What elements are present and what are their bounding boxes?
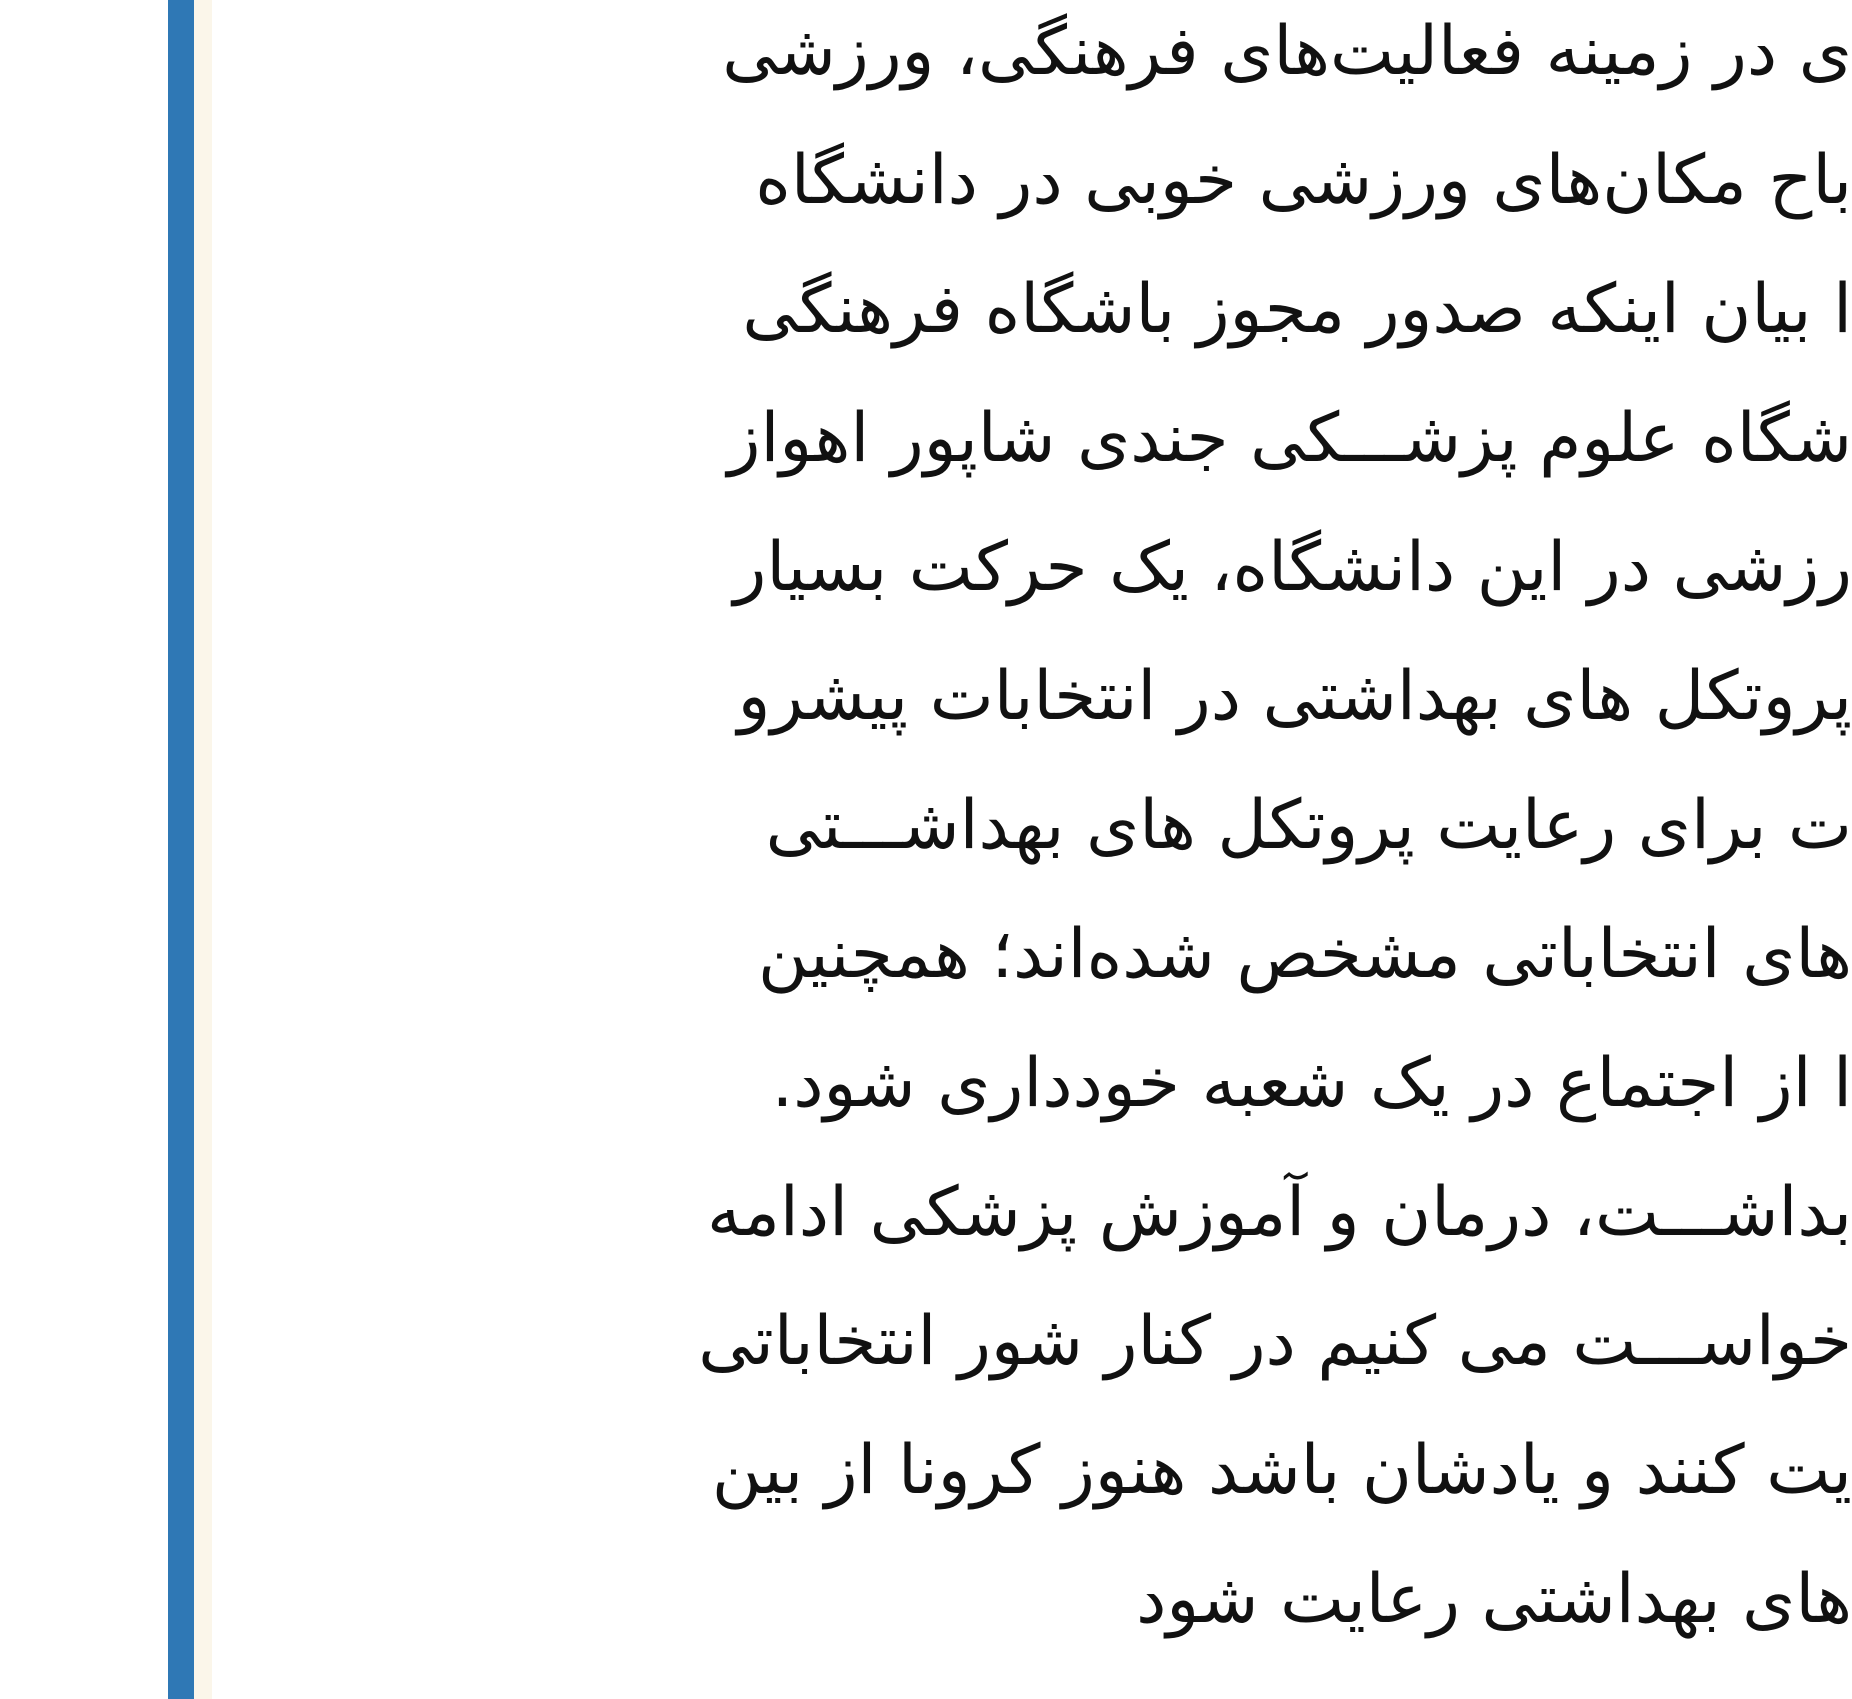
text-line-content: های بهداشتی رعایت شود xyxy=(1136,1560,1852,1639)
column-rule xyxy=(168,0,194,1699)
text-line xyxy=(252,1034,1852,1174)
text-line xyxy=(252,2,1852,142)
text-line xyxy=(252,905,1852,1045)
article-column xyxy=(212,0,1852,1699)
text-line xyxy=(252,131,1852,271)
text-line-content: خواســـت می کنیم در کنار شور انتخاباتی xyxy=(698,1302,1852,1381)
text-line xyxy=(252,518,1852,658)
text-line-content: ت برای رعایت پروتکل های بهداشـــتی xyxy=(765,786,1852,865)
text-line-content: های انتخاباتی مشخص شده‌اند؛ همچنین xyxy=(757,915,1852,994)
text-line xyxy=(252,1550,1852,1690)
text-line xyxy=(252,1163,1852,1303)
text-line-content: پروتکل های بهداشتی در انتخابات پیشرو xyxy=(737,657,1852,736)
text-line-content: بداشـــت، درمان و آموزش پزشکی ادامه xyxy=(707,1173,1852,1252)
text-line-content: ا بیان اینکه صدور مجوز باشگاه فرهنگی xyxy=(742,270,1852,349)
text-line-content: ا از اجتماع در یک شعبه خودداری شود. xyxy=(771,1044,1852,1123)
text-line xyxy=(252,1421,1852,1561)
text-line xyxy=(252,389,1852,529)
left-margin xyxy=(0,0,168,1699)
text-line xyxy=(252,776,1852,916)
text-line-content: ی در زمینه فعالیت‌های فرهنگی، ورزشی xyxy=(722,12,1852,91)
text-line xyxy=(252,1292,1852,1432)
text-line-content: شگاه علوم پزشـــکی جندی شاپور اهواز xyxy=(727,399,1852,478)
text-line-content: رزشی در این دانشگاه، یک حرکت بسیار xyxy=(733,528,1852,607)
text-line xyxy=(252,260,1852,400)
column-gutter xyxy=(194,0,212,1699)
text-line-content: یت کنند و یادشان باشد هنوز کرونا از بین xyxy=(711,1431,1852,1510)
text-line xyxy=(252,647,1852,787)
text-line-content: باح مکان‌های ورزشی خوبی در دانشگاه xyxy=(755,141,1852,220)
